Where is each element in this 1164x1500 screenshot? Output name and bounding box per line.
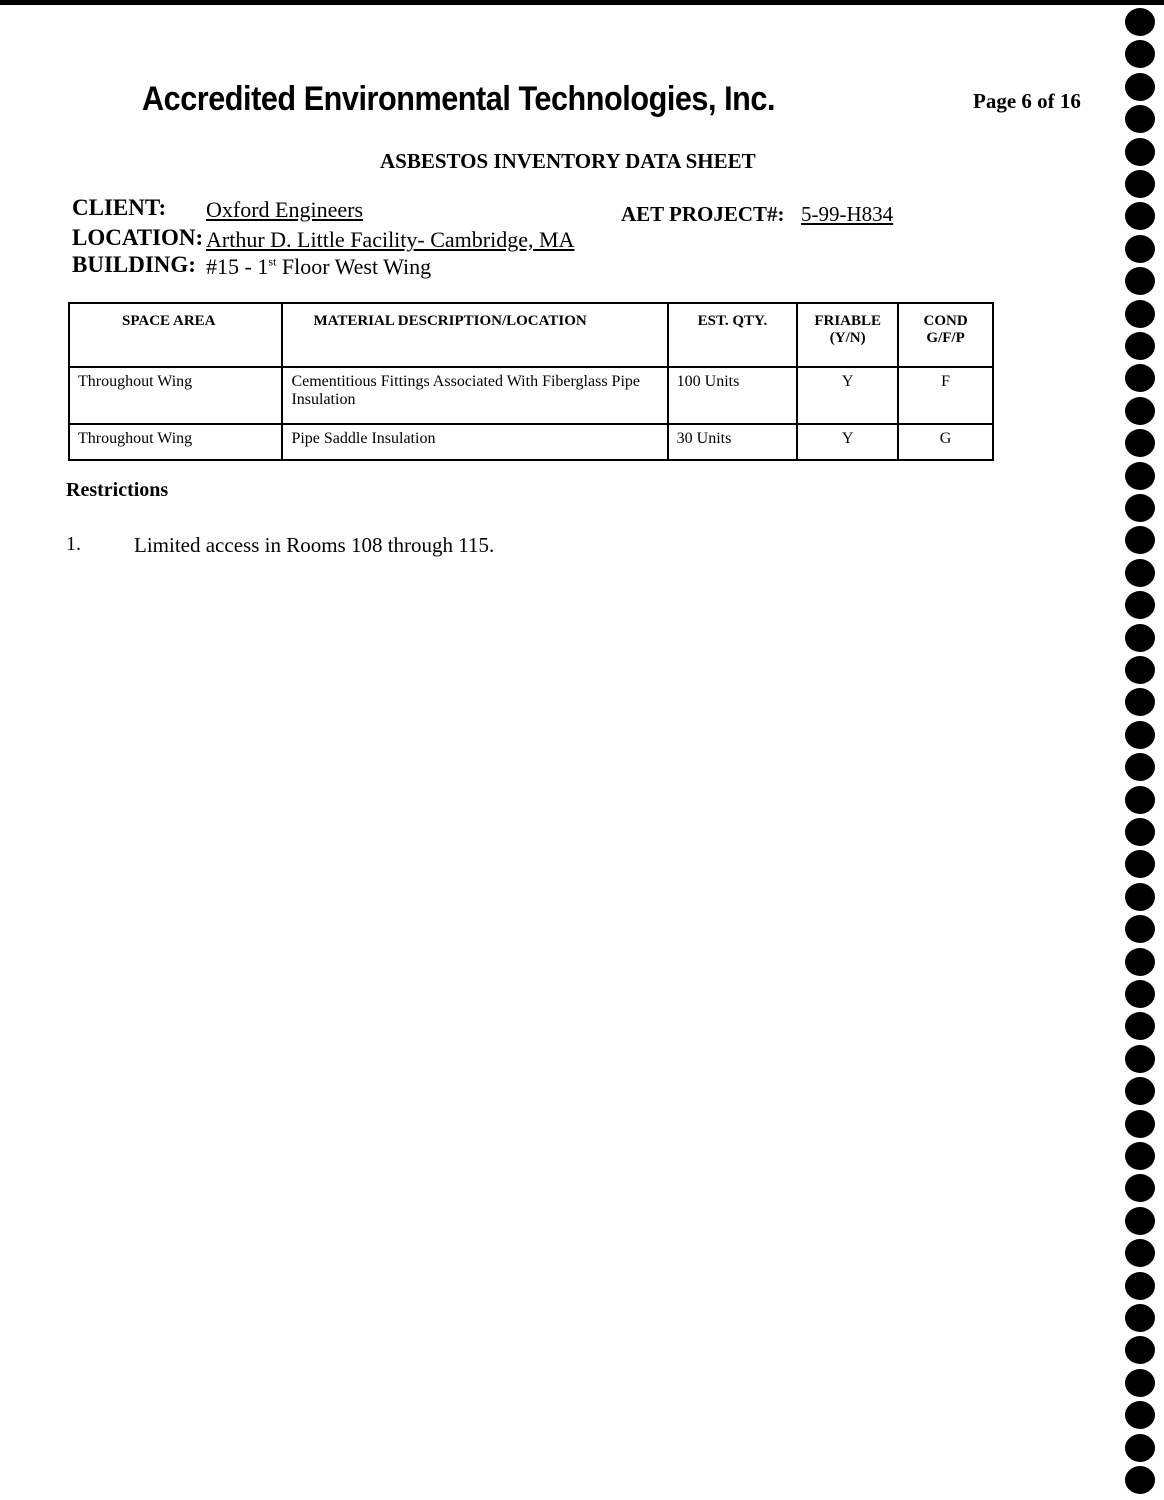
cell-material: Pipe Saddle Insulation <box>282 424 667 460</box>
binder-hole <box>1125 1077 1155 1105</box>
binder-hole <box>1125 1272 1155 1300</box>
binder-hole <box>1125 980 1155 1008</box>
binder-hole <box>1125 1336 1155 1364</box>
binder-hole <box>1125 1434 1155 1462</box>
table-row <box>69 424 993 460</box>
binder-hole <box>1125 235 1155 263</box>
binder-hole <box>1125 559 1155 587</box>
binder-hole <box>1125 818 1155 846</box>
binder-hole <box>1125 526 1155 554</box>
binder-hole <box>1125 883 1155 911</box>
binder-hole <box>1125 1207 1155 1235</box>
cell-qty: 30 Units <box>668 424 798 460</box>
binder-hole <box>1125 170 1155 198</box>
binder-hole <box>1125 494 1155 522</box>
cell-qty: 100 Units <box>668 367 798 424</box>
binder-hole <box>1125 656 1155 684</box>
binder-hole <box>1125 1045 1155 1073</box>
building-label: BUILDING: <box>72 252 196 277</box>
company-name: Accredited Environmental Technologies, Inc. <box>142 80 776 118</box>
header-material: MATERIAL DESCRIPTION/LOCATION <box>282 303 667 367</box>
binder-hole <box>1125 1369 1155 1397</box>
binder-hole <box>1125 73 1155 101</box>
client-value: Oxford Engineers <box>206 197 364 222</box>
cell-cond: F <box>898 367 993 424</box>
binder-hole <box>1125 1110 1155 1138</box>
binder-hole <box>1125 753 1155 781</box>
binder-hole <box>1125 915 1155 943</box>
client-label: CLIENT: <box>72 195 167 220</box>
binder-hole <box>1125 1401 1155 1429</box>
binder-hole <box>1125 300 1155 328</box>
binder-hole <box>1125 364 1155 392</box>
table-header-row <box>69 303 993 367</box>
cell-friable: Y <box>797 424 898 460</box>
location-value: Arthur D. Little Facility- Cambridge, MA <box>206 227 575 252</box>
building-value: #15 - 1st Floor West Wing <box>206 254 432 279</box>
project-value: 5-99-H834 <box>801 202 894 226</box>
header-friable: FRIABLE (Y/N) <box>797 303 898 367</box>
binder-hole <box>1125 40 1155 68</box>
binder-hole <box>1125 267 1155 295</box>
restriction-number: 1. <box>66 533 81 555</box>
header-cond: COND G/F/P <box>898 303 993 367</box>
binder-hole <box>1125 948 1155 976</box>
binder-hole <box>1125 786 1155 814</box>
sheet-title: ASBESTOS INVENTORY DATA SHEET <box>380 149 756 173</box>
cell-space-area: Throughout Wing <box>69 367 282 424</box>
project-label: AET PROJECT#: <box>621 202 785 226</box>
cell-friable: Y <box>797 367 898 424</box>
binder-hole <box>1125 850 1155 878</box>
binder-hole <box>1125 1142 1155 1170</box>
binder-hole <box>1125 721 1155 749</box>
cell-cond: G <box>898 424 993 460</box>
binder-hole <box>1125 429 1155 457</box>
cell-material: Cementitious Fittings Associated With Fiberglass Pipe Insulation <box>282 367 667 424</box>
binder-hole <box>1125 1239 1155 1267</box>
page-number: Page 6 of 16 <box>973 89 1081 113</box>
location-label: LOCATION: <box>72 225 204 250</box>
restriction-text: Limited access in Rooms 108 through 115. <box>134 533 495 557</box>
top-border-line <box>0 0 1164 5</box>
binder-hole <box>1125 462 1155 490</box>
binder-hole <box>1125 8 1155 36</box>
binder-holes <box>1121 0 1161 1500</box>
binder-hole <box>1125 397 1155 425</box>
header-space-area: SPACE AREA <box>69 303 282 367</box>
binder-hole <box>1125 1012 1155 1040</box>
binder-hole <box>1125 202 1155 230</box>
inventory-table <box>68 302 994 461</box>
header-qty: EST. QTY. <box>668 303 798 367</box>
binder-hole <box>1125 138 1155 166</box>
binder-hole <box>1125 1174 1155 1202</box>
binder-hole <box>1125 688 1155 716</box>
binder-hole <box>1125 1466 1155 1494</box>
restrictions-title: Restrictions <box>66 479 169 501</box>
table-row <box>69 367 993 424</box>
binder-hole <box>1125 105 1155 133</box>
binder-hole <box>1125 332 1155 360</box>
binder-hole <box>1125 1304 1155 1332</box>
cell-space-area: Throughout Wing <box>69 424 282 460</box>
binder-hole <box>1125 591 1155 619</box>
binder-hole <box>1125 624 1155 652</box>
